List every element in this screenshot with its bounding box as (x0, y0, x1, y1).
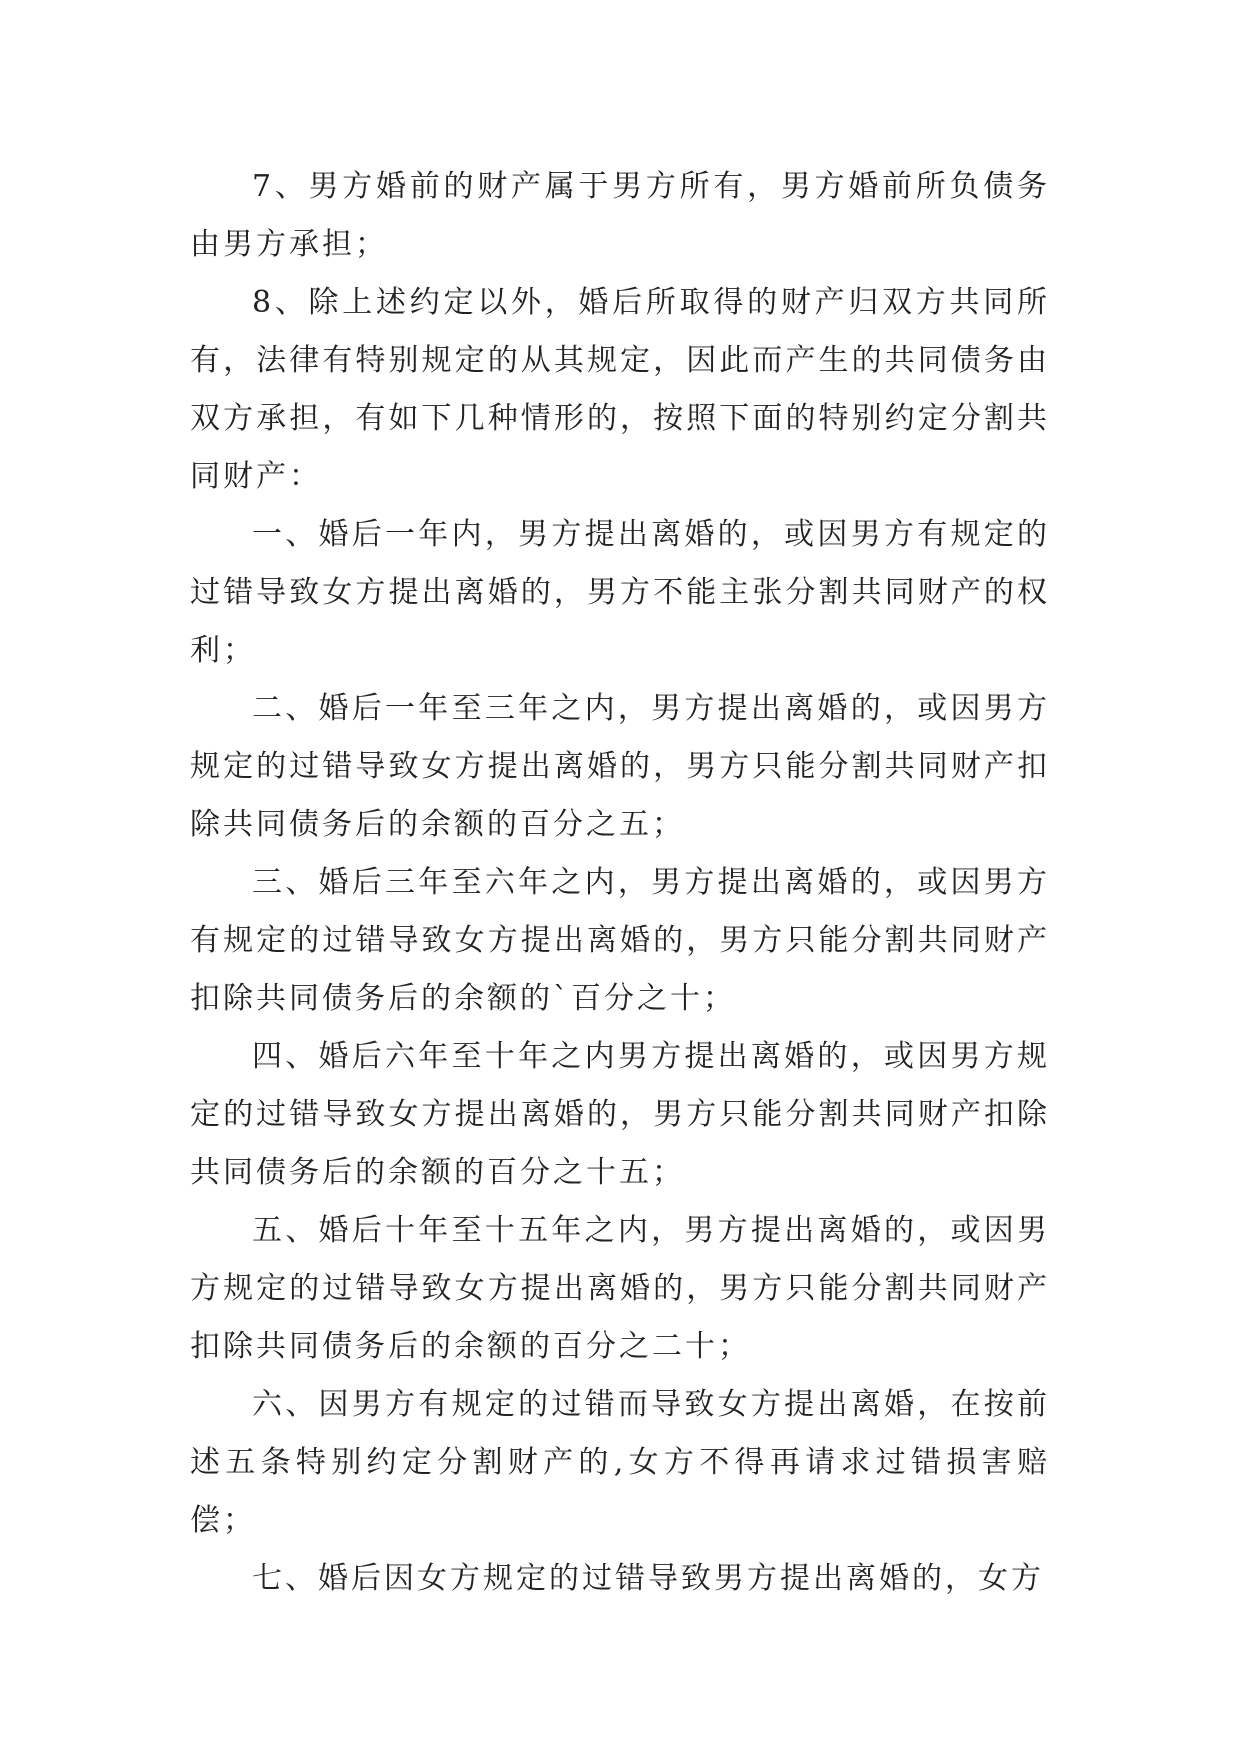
paragraph-clause-8: 8、除上述约定以外，婚后所取得的财产归双方共同所有，法律有特别规定的从其规定，因此而产生的共同债务由双方承担，有如下几种情形的，按照下面的特别约定分割共同财产： (190, 285, 1050, 494)
paragraph-item-1: 一、婚后一年内，男方提出离婚的，或因男方有规定的过错导致女方提出离婚的，男方不能主张分割共同财产的权利； (190, 517, 1050, 668)
paragraph-clause-7: 7、男方婚前的财产属于男方所有，男方婚前所负债务由男方承担； (190, 169, 1050, 262)
paragraph-item-5: 五、婚后十年至十五年之内，男方提出离婚的，或因男方规定的过错导致女方提出离婚的，男方只能分割共同财产扣除共同债务后的余额的百分之二十； (190, 1213, 1050, 1364)
paragraph-item-6: 六、因男方有规定的过错而导致女方提出离婚，在按前述五条特别约定分割财产的,女方不得再请求过错损害赔偿； (190, 1387, 1050, 1538)
paragraph-item-3: 三、婚后三年至六年之内，男方提出离婚的，或因男方有规定的过错导致女方提出离婚的，男方只能分割共同财产扣除共同债务后的余额的`百分之十； (190, 865, 1050, 1016)
paragraph-item-2: 二、婚后一年至三年之内，男方提出离婚的，或因男方规定的过错导致女方提出离婚的，男方只能分割共同财产扣除共同债务后的余额的百分之五； (190, 691, 1050, 842)
paragraph-item-4: 四、婚后六年至十年之内男方提出离婚的，或因男方规定的过错导致女方提出离婚的，男方只能分割共同财产扣除共同债务后的余额的百分之十五； (190, 1039, 1050, 1190)
document-body (190, 158, 1050, 1608)
paragraph-item-7: 七、婚后因女方规定的过错导致男方提出离婚的，女方 (252, 1561, 1044, 1596)
